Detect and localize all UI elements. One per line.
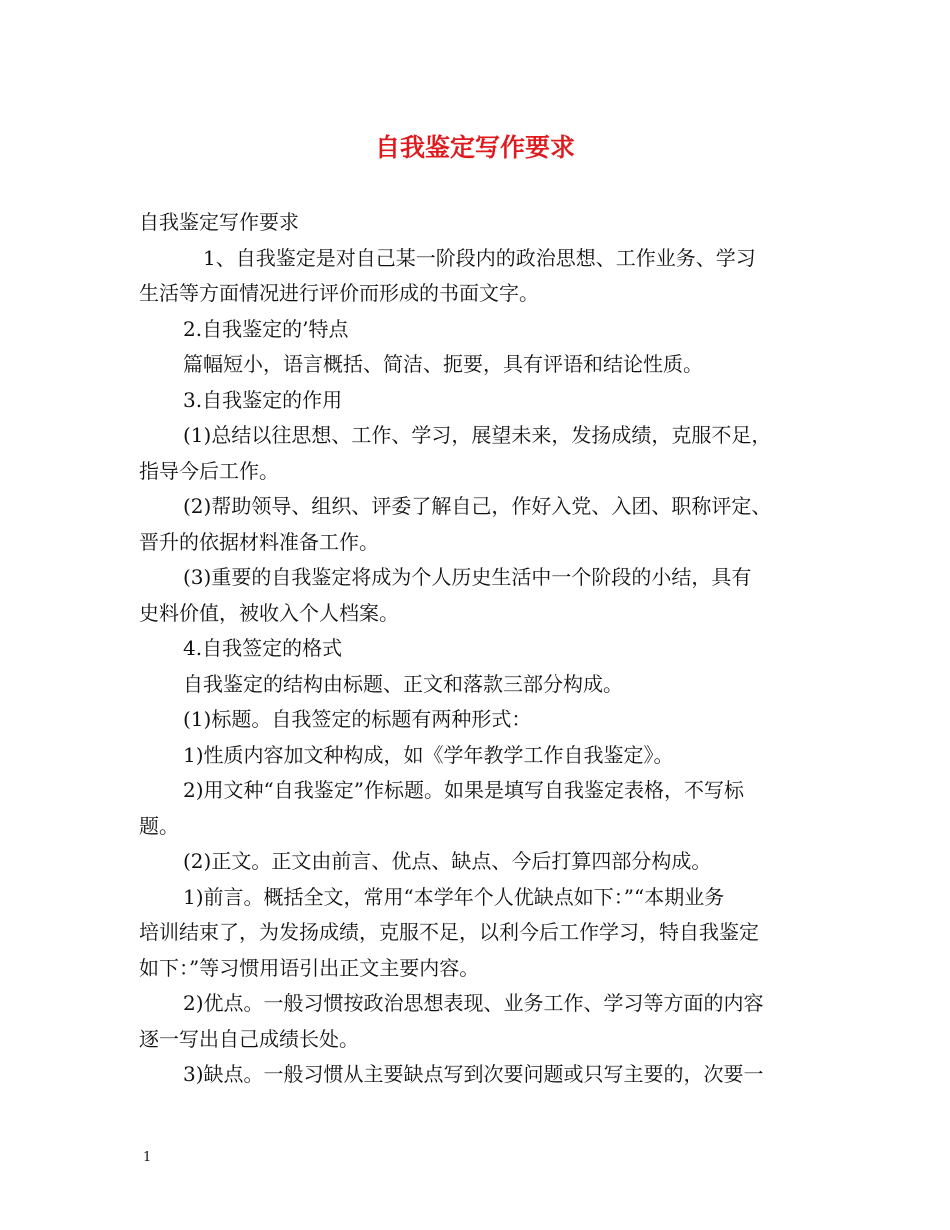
- text-line: 2)用文种“自我鉴定”作标题。如果是填写自我鉴定表格，不写标: [183, 778, 744, 802]
- document-body: [139, 205, 829, 1093]
- text-line: 晋升的依据材料准备工作。: [139, 529, 379, 554]
- text-line: (3)重要的自我鉴定将成为个人历史生活中一个阶段的小结，具有: [183, 565, 752, 589]
- text-line: (1)总结以往思想、工作、学习，展望未来，发扬成绩，克服不足，: [183, 423, 772, 447]
- text-line: 如下：”等习惯用语引出正文主要内容。: [139, 955, 480, 980]
- text-line: 1)前言。概括全文，常用“本学年个人优缺点如下：”“本期业务: [183, 884, 725, 909]
- text-line: (1)标题。自我签定的标题有两种形式：: [183, 707, 532, 731]
- text-line: 1、自我鉴定是对自己某一阶段内的政治思想、工作业务、学习: [203, 245, 756, 270]
- text-line: 题。: [139, 813, 179, 838]
- document-title: 自我鉴定写作要求: [374, 133, 575, 162]
- page-number: 1: [143, 1150, 152, 1165]
- text-line: (2)正文。正文由前言、优点、缺点、今后打算四部分构成。: [183, 849, 712, 873]
- text-line: 自我鉴定的结构由标题、正文和落款三部分构成。: [183, 671, 623, 696]
- text-line: 2)优点。一般习惯按政治思想表现、业务工作、学习等方面的内容: [183, 991, 764, 1015]
- text-line: 3)缺点。一般习惯从主要缺点写到次要问题或只写主要的，次要一: [183, 1062, 764, 1086]
- text-line: 指导今后工作。: [139, 458, 279, 483]
- text-line: 2.自我鉴定的’特点: [183, 316, 349, 341]
- text-line: 培训结束了，为发扬成绩，克服不足，以利今后工作学习，特自我鉴定: [139, 920, 759, 944]
- text-line: 1)性质内容加文种构成，如《学年教学工作自我鉴定》。: [183, 742, 674, 767]
- text-line: (2)帮助领导、组织、评委了解自己，作好入党、入团、职称评定、: [183, 494, 772, 518]
- text-line: 生活等方面情况进行评价而形成的书面文字。: [139, 281, 539, 305]
- text-line: 4.自我签定的格式: [183, 636, 343, 660]
- text-line: 自我鉴定写作要求: [139, 210, 299, 234]
- text-line: 逐一写出自己成绩长处。: [139, 1026, 359, 1051]
- text-line: 3.自我鉴定的作用: [183, 387, 343, 412]
- text-line: 史料价值，被收入个人档案。: [139, 600, 399, 625]
- text-line: 篇幅短小，语言概括、简洁、扼要，具有评语和结论性质。: [183, 352, 703, 376]
